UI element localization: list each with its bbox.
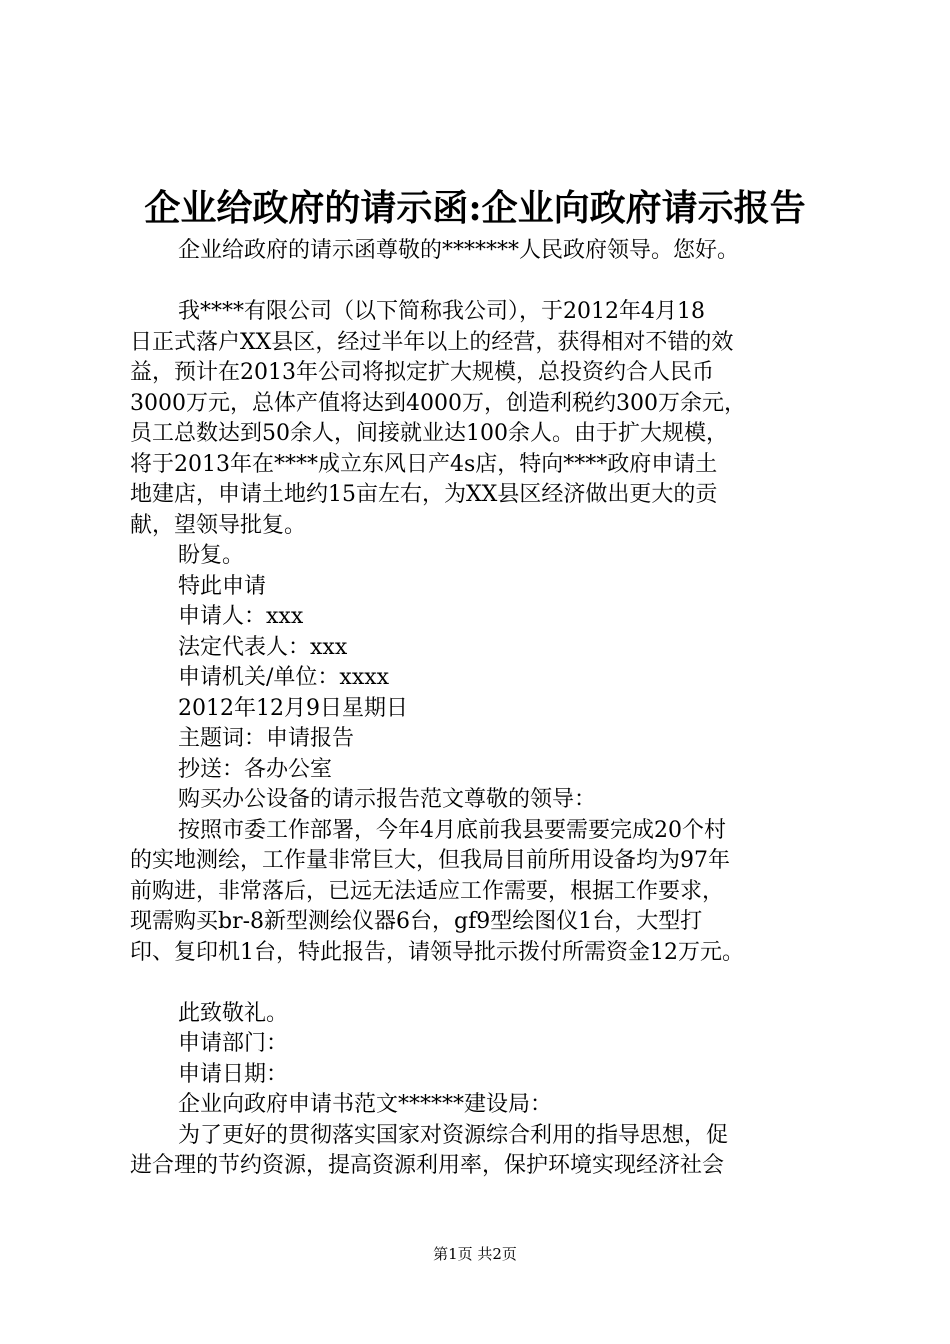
closing-line: 此致敬礼。 (178, 1000, 289, 1026)
subject-line: 主题词：申请报告 (178, 726, 355, 751)
body-line: 益，预计在2013年公司将拟定扩大规模，总投资约合人民币 (130, 360, 714, 385)
legal-rep-line: 法定代表人：xxx (178, 634, 348, 660)
blank-line (130, 968, 850, 999)
body-line: 为了更好的贯彻落实国家对资源综合利用的指导思想，促 (178, 1122, 729, 1148)
body-line: 3000万元，总体产值将达到4000万，创造利税约300万余元， (130, 390, 746, 416)
body-line: 印、复印机1台，特此报告，请领导批示拨付所需资金12万元。 (130, 939, 744, 965)
body-line: 前购进，非常落后，已远无法适应工作需要，根据工作要求， (130, 878, 725, 904)
cc-line: 抄送：各办公室 (178, 756, 333, 782)
applicant-line: 申请人：xxx (178, 604, 304, 629)
body-line: 员工总数达到50余人，间接就业达100余人。由于扩大规模， (130, 421, 728, 446)
body-line: 企业给政府的请示函尊敬的*******人民政府领导。您好。 (178, 238, 740, 263)
section-heading: 购买办公设备的请示报告范文尊敬的领导： (178, 787, 597, 812)
body-line: 的实地测绘，工作量非常巨大，但我局目前所用设备均为97年 (130, 848, 730, 873)
body-line: 献，望领导批复。 (130, 512, 307, 538)
page-footer: 第1页 共2页 (433, 1245, 517, 1263)
body-line: 我****有限公司（以下简称我公司），于2012年4月18 (178, 299, 705, 324)
body-line: 盼复。 (178, 543, 245, 568)
organization-line: 申请机关/单位：xxxx (178, 665, 390, 690)
body-line: 进合理的节约资源，提高资源利用率，保护环境实现经济社会 (130, 1153, 725, 1178)
section-heading: 企业向政府申请书范文******建设局： (178, 1092, 553, 1117)
body-line: 按照市委工作部署，今年4月底前我县要需要完成20个村 (178, 817, 726, 843)
document-body (130, 236, 850, 1182)
body-line: 将于2013年在****成立东风日产4s店，特向****政府申请土 (130, 451, 718, 477)
body-line: 现需购买br-8新型测绘仪器6台，gf9型绘图仪1台，大型打 (130, 909, 703, 934)
document-title: 企业给政府的请示函:企业向政府请示报告 (144, 187, 806, 229)
body-line: 日正式落户XX县区，经过半年以上的经营，获得相对不错的效 (130, 329, 734, 355)
body-line: 特此申请 (178, 573, 267, 599)
application-date-line: 申请日期： (178, 1061, 289, 1087)
date-line: 2012年12月9日星期日 (178, 695, 408, 721)
department-line: 申请部门： (178, 1031, 289, 1056)
body-line: 地建店，申请土地约15亩左右，为XX县区经济做出更大的贡 (130, 482, 718, 507)
blank-line (130, 267, 850, 298)
